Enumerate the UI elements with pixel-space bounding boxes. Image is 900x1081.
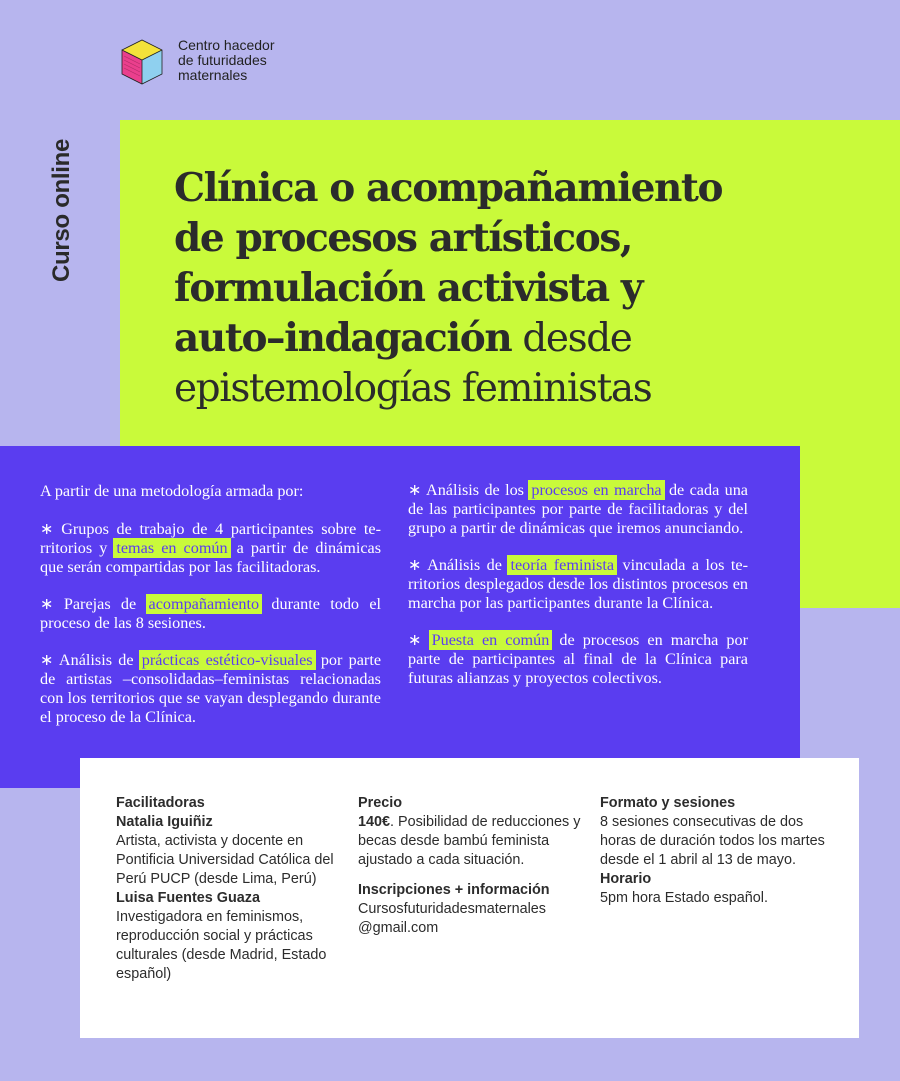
price-text xyxy=(358,813,588,870)
item-text: por parte de artistas –consolidadas–feministas relacionadas con los territorios que se vayan desplegando durante el proceso de la Clínica. xyxy=(40,651,382,726)
methodology-item xyxy=(408,556,748,613)
title-line-4-regular: desde xyxy=(511,316,632,361)
item-highlight: procesos en marcha xyxy=(531,481,662,499)
course-title xyxy=(174,163,834,414)
methodology-intro: A partir de una metodología armada por: xyxy=(40,482,304,500)
organization-name-line-3: maternales xyxy=(178,67,248,83)
item-text: ∗ Análisis de los xyxy=(408,481,530,499)
item-highlight: Puesta en común xyxy=(431,631,550,649)
item-text: vinculada a los territorios desplegados desde los distintos procesos en marcha por las participantes durante la Clínica. xyxy=(408,556,748,612)
title-line-3: formulación activista y xyxy=(174,265,643,311)
item-text: ∗ xyxy=(408,631,430,649)
price-amount: 140€ xyxy=(358,814,391,830)
item-text: a partir de dinámicas que serán compartidas por las facilitadoras. xyxy=(40,539,381,576)
price-details: . Posibilidad de reducciones y becas desde bambú feminista ajustado a cada situación. xyxy=(358,814,581,868)
methodology-right-column xyxy=(408,481,748,706)
format-section xyxy=(600,794,838,908)
title-line-1: Clínica o acompañamiento xyxy=(174,165,723,211)
course-type-label: Curso online xyxy=(48,138,75,282)
item-highlight: teoría feminista xyxy=(510,556,615,574)
facilitator-bio: Investigadora en feminismos, reproducción social y prácticas culturales (desde Madrid, Estado español) xyxy=(116,909,327,982)
facilitator-bio: Artista, activista y docente en Pontificia Universidad Católica del Perú PUCP (desde Lima, Perú) xyxy=(116,833,334,887)
signup-email[interactable]: Cursosfuturidadesmaternales @gmail.com xyxy=(358,901,546,936)
methodology-item xyxy=(40,520,381,577)
facilitator-name: Natalia Iguiñiz xyxy=(116,814,213,830)
title-line-5: epistemologías feministas xyxy=(174,366,652,411)
item-text: ∗ Grupos de trabajo de 4 participantes sobre territorios y xyxy=(40,520,381,557)
signup-heading: Inscripciones + información xyxy=(358,882,550,898)
title-line-4-bold: auto–indagación xyxy=(174,315,512,361)
schedule-heading: Horario xyxy=(600,871,652,887)
item-highlight: acompañamiento xyxy=(148,595,260,613)
methodology-item xyxy=(40,651,381,727)
price-section xyxy=(358,794,588,938)
methodology-item xyxy=(408,481,748,538)
item-text: de procesos en marcha por parte de participantes al final de la Clínica para futuras alianzas y proyectos colectivos. xyxy=(408,631,748,687)
facilitator-name: Luisa Fuentes Guaza xyxy=(116,890,260,906)
organization-name xyxy=(178,38,275,83)
facilitators-section xyxy=(116,794,346,984)
title-line-4 xyxy=(174,313,834,364)
methodology-left-column xyxy=(40,482,381,745)
item-highlight: temas en común xyxy=(116,539,228,557)
organization-name-line-2: de futuridades xyxy=(178,52,267,68)
item-text: durante todo el proceso de las 8 sesiones. xyxy=(40,595,382,632)
format-heading: Formato y sesiones xyxy=(600,795,736,811)
methodology-item xyxy=(408,631,748,688)
schedule-text: 5pm hora Estado español. xyxy=(600,890,769,906)
spacer xyxy=(358,870,588,881)
item-highlight: prácticas estético-visuales xyxy=(141,651,313,669)
format-text: 8 sesiones consecutivas de dos horas de duración todos los martes desde el 1 abril al 13 de mayo. xyxy=(600,814,825,868)
facilitators-heading: Facilitadoras xyxy=(116,795,205,811)
item-text: ∗ Parejas de xyxy=(40,595,147,613)
title-line-2: de procesos artísticos, xyxy=(174,215,633,261)
item-text: ∗ Análisis de xyxy=(408,556,509,574)
item-text: de cada una de las participantes por parte de facilitadoras y del grupo a partir de dinámicas que iremos anunciando. xyxy=(408,481,748,537)
organization-name-line-1: Centro hacedor xyxy=(178,37,275,53)
methodology-item xyxy=(40,595,381,633)
price-heading: Precio xyxy=(358,795,402,811)
color-cube-icon xyxy=(120,38,164,86)
item-text: ∗ Análisis de xyxy=(40,651,140,669)
